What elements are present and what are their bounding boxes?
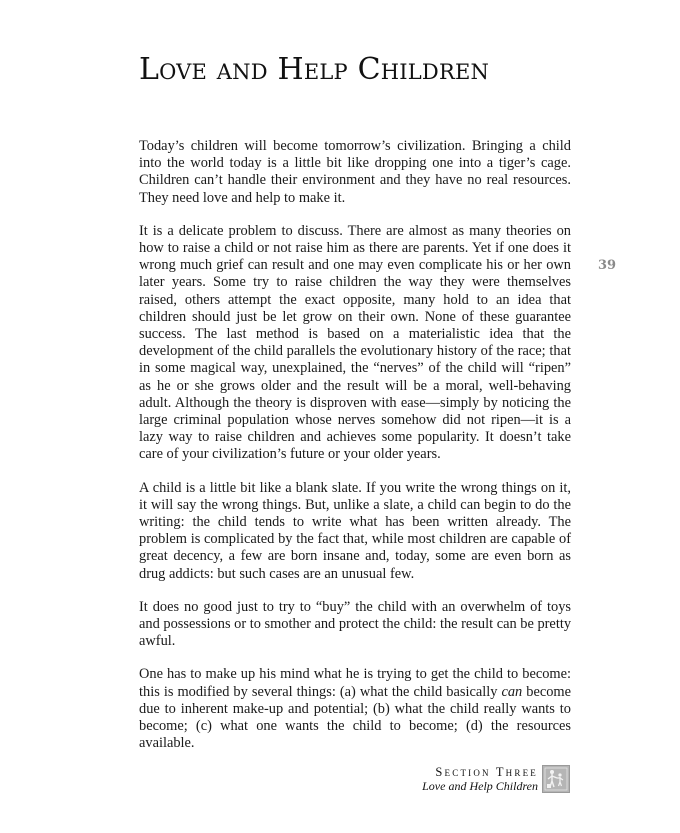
paragraph: Today’s children will become tomorrow’s civilization. Bringing a child into the world today is a little bit like dropping one into a tiger’s cage. Children can’t handle their environment and they have no real resources. They need love and help to make it. [139, 138, 571, 206]
paragraph: A child is a little bit like a blank slate. If you write the wrong things on it, it will say the wrong things. But, unlike a slate, a child can begin to do the writing: the child tends to write what has been written already. The problem is complicated by the fact that, while most children are capable of great decency, a few are born insane and, today, some are even born as drug addicts: but such cases are an unusual few. [139, 479, 571, 582]
paragraph: It is a delicate problem to discuss. There are almost as many theories on how to raise a child or not raise him as there are parents. Yet if one does it wrong much grief can result and one may even complicate his or her own later years. Some try to raise children the way they were themselves raised, others attempt the exact opposite, many hold to an idea that children should just be let grow on their own. None of these guarantee success. The last method is based on a materialistic idea that the development of the child parallels the evolutionary history of the race; that in some magical way, unexplained, the “nerves” of the child will “ripen” as he or she grows older and the result will be a moral, well-behaving adult. Although the theory is disproven with ease—simply by noticing the large criminal population whose nerves somehow did not ripen—it is a lazy way to raise children and achieves some popularity. It doesn’t take care of your civilization’s future or your older years. [139, 222, 571, 463]
footer-section-label: Section Three [435, 765, 538, 779]
body-text [139, 138, 571, 753]
paragraph-text: One has to make up his mind what he is trying to get the child to become: this is modified by several things: (a) what the child basically [139, 666, 571, 700]
page-title: Love and Help Children [139, 52, 490, 87]
footer-chapter-title: Love and Help Children [422, 779, 538, 793]
paragraph-text: become due to inherent make-up and potential; (b) what the child really wants to become; (c) what one wants the child to become; (d) the resources available. [139, 683, 572, 752]
page-number: 39 [598, 258, 617, 273]
running-footer [422, 765, 538, 793]
paragraph [139, 666, 571, 752]
emphasis-text: can [501, 683, 523, 700]
running-footer-block [422, 765, 570, 793]
paragraph: It does no good just to try to “buy” the child with an overwhelm of toys and possessions or to smother and protect the child: the result can be pretty awful. [139, 598, 572, 650]
family-icon [542, 765, 570, 793]
